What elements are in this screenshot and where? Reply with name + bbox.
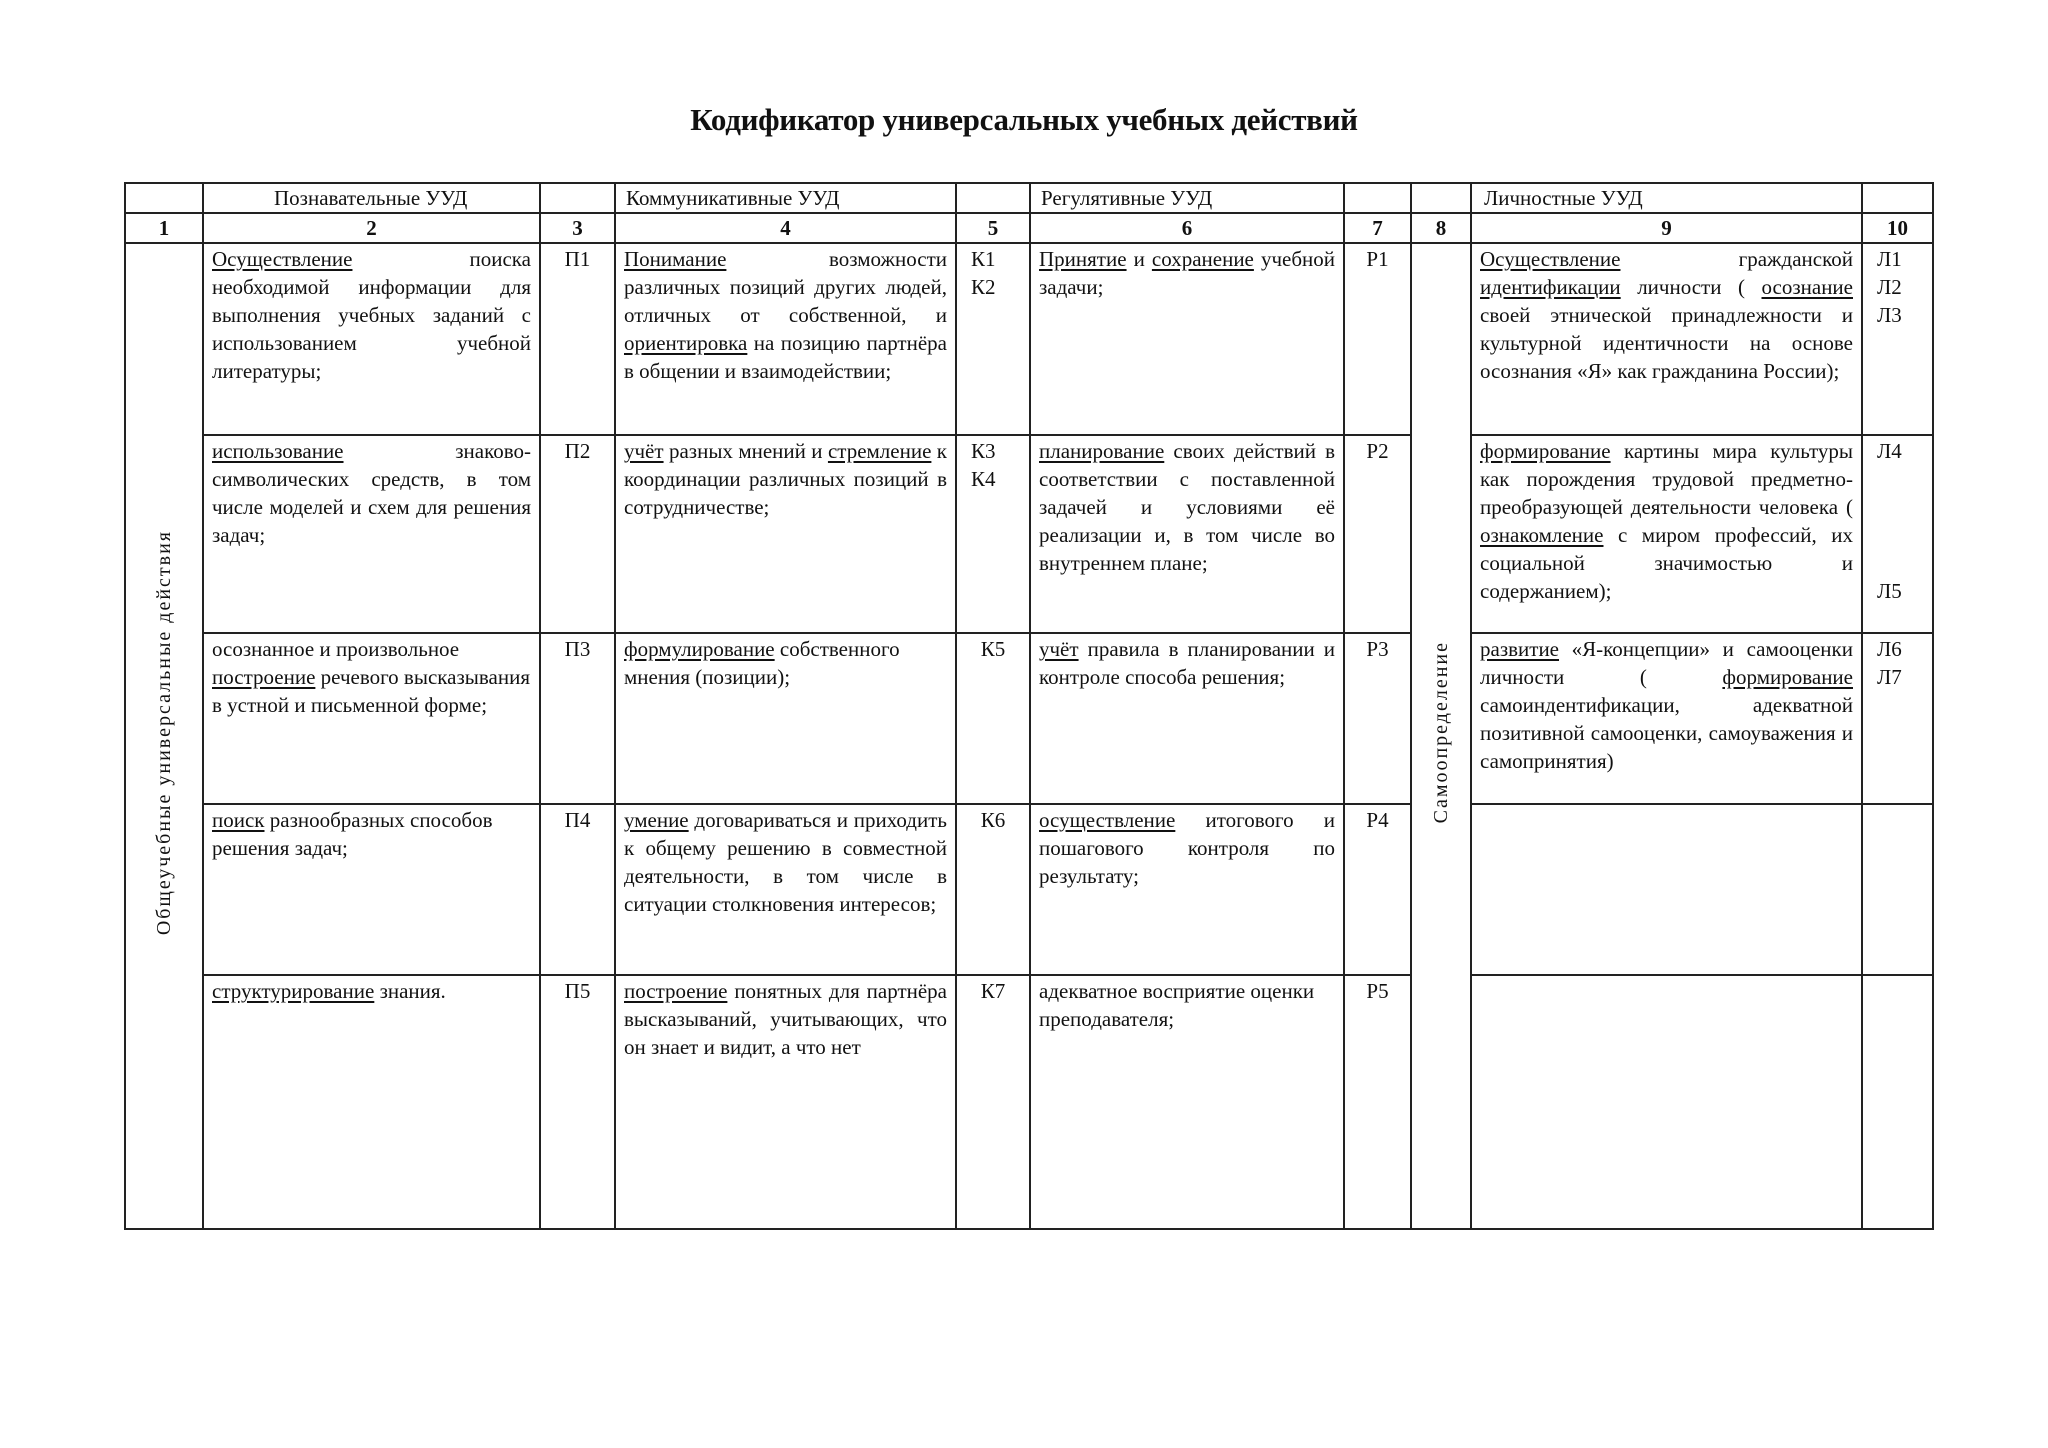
group-header-empty-cell [1862,183,1933,213]
communicative-cell: учёт разных мнений и стремление к координации различных позиций в сотрудничестве; [615,435,956,633]
row-label-self-determination: Самоопределение [1411,243,1471,1229]
personal-cell: развитие «Я-концепции» и самооценки личности ( формирование самоиндентификации, адекватной позитивной самооценки, самоуважения и самопринятия) [1471,633,1862,804]
cognitive-code: П4 [540,804,615,975]
cognitive-code: П2 [540,435,615,633]
communicative-code: К5 [956,633,1030,804]
column-number-row [125,213,1933,243]
group-header-empty-cell [125,183,203,213]
column-number: 5 [956,213,1030,243]
regulative-cell: планирование своих действий в соответствии с поставленной задачей и условиями её реализации и, в том числе во внутреннем плане; [1030,435,1344,633]
communicative-code: К3 К4 [956,435,1030,633]
personal-cell-empty [1471,804,1862,975]
communicative-cell: Понимание возможности различных позиций других людей, отличных от собственной, и ориентировка на позицию партнёра в общении и взаимодействии; [615,243,956,435]
group-communicative: Коммуникативные УУД [615,183,956,213]
personal-code-empty [1862,804,1933,975]
personal-code: Л6 Л7 [1862,633,1933,804]
table-row [125,804,1933,975]
table-row [125,435,1933,633]
row-label-general: Общеучебные универсальные действия [125,243,203,1229]
communicative-cell: умение договариваться и приходить к общему решению в совместной деятельности, в том числе в ситуации столкновения интересов; [615,804,956,975]
group-cognitive: Познавательные УУД [203,183,540,213]
group-regulative: Регулятивные УУД [1030,183,1344,213]
regulative-code: Р4 [1344,804,1411,975]
communicative-code: К6 [956,804,1030,975]
cognitive-cell: Осуществление поиска необходимой информации для выполнения учебных заданий с использованием учебной литературы; [203,243,540,435]
communicative-cell: построение понятных для партнёра высказываний, учитывающих, что он знает и видит, а что нет [615,975,956,1229]
regulative-cell: учёт правила в планировании и контроле способа решения; [1030,633,1344,804]
communicative-cell: формулирование собственного мнения (позиции); [615,633,956,804]
personal-code: Л1 Л2 Л3 [1862,243,1933,435]
personal-code-l4: Л4 [1877,439,1902,463]
column-number: 6 [1030,213,1344,243]
personal-cell-empty [1471,975,1862,1229]
communicative-code: К1 К2 [956,243,1030,435]
regulative-code: Р5 [1344,975,1411,1229]
page-title: Кодификатор универсальных учебных действий [690,102,1358,137]
column-number: 8 [1411,213,1471,243]
cognitive-code: П1 [540,243,615,435]
communicative-code: К7 [956,975,1030,1229]
cognitive-code: П3 [540,633,615,804]
table-row [125,633,1933,804]
personal-code-l5: Л5 [1877,579,1902,603]
table-row [125,975,1933,1229]
personal-cell: формирование картины мира культуры как порождения трудовой предметно-преобразующей деятельности человека ( ознакомление с миром профессий, их социальной значимостью и содержанием); [1471,435,1862,633]
column-number: 4 [615,213,956,243]
codifier-table [124,182,1934,1230]
regulative-code: Р1 [1344,243,1411,435]
column-number: 3 [540,213,615,243]
regulative-code: Р2 [1344,435,1411,633]
group-header-empty-cell [956,183,1030,213]
cognitive-code: П5 [540,975,615,1229]
personal-code [1862,435,1933,633]
cognitive-cell: структурирование знания. [203,975,540,1229]
regulative-code: Р3 [1344,633,1411,804]
personal-cell: Осуществление гражданской идентификации личности ( осознание своей этнической принадлежности и культурной идентичности на основе осознания «Я» как гражданина России); [1471,243,1862,435]
column-number: 2 [203,213,540,243]
cognitive-cell: использование знаково-символических средств, в том числе моделей и схем для решения задач; [203,435,540,633]
regulative-cell: Принятие и сохранение учебной задачи; [1030,243,1344,435]
personal-code-empty [1862,975,1933,1229]
regulative-cell: адекватное восприятие оценки преподавателя; [1030,975,1344,1229]
group-header-empty-cell [1344,183,1411,213]
column-number: 9 [1471,213,1862,243]
cognitive-cell: поиск разнообразных способов решения задач; [203,804,540,975]
group-personal: Личностные УУД [1471,183,1862,213]
group-header-row [125,183,1933,213]
cognitive-cell: осознанное и произвольное построение речевого высказывания в устной и письменной форме; [203,633,540,804]
column-number: 10 [1862,213,1933,243]
regulative-cell: осуществление итогового и пошагового контроля по результату; [1030,804,1344,975]
table-row [125,243,1933,435]
column-number: 7 [1344,213,1411,243]
group-header-empty-cell [1411,183,1471,213]
column-number: 1 [125,213,203,243]
group-header-empty-cell [540,183,615,213]
